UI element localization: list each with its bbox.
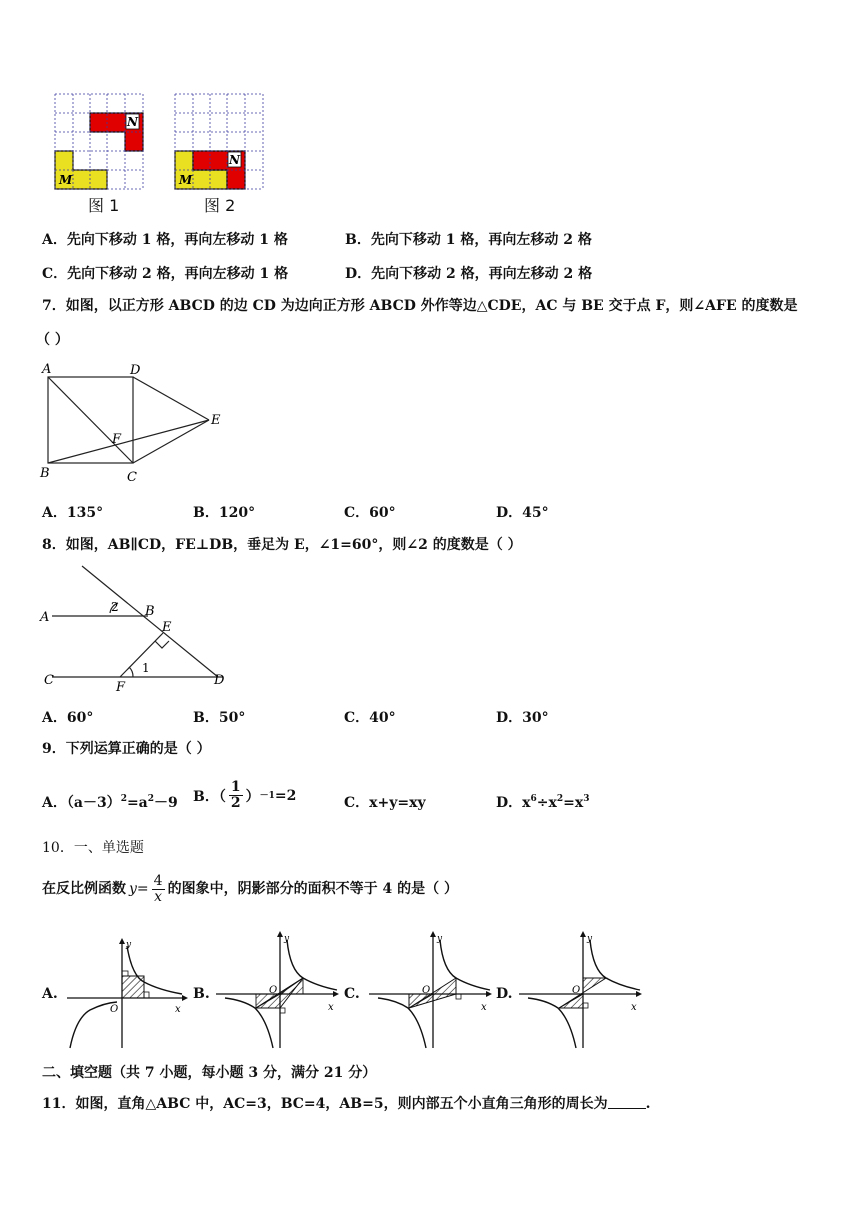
q10-option-d-label[interactable]: D.: [496, 986, 513, 1002]
q6-option-a[interactable]: A．先向下移动 1 格，再向左移动 1 格: [42, 232, 288, 248]
q10-graph-b[interactable]: [213, 928, 343, 1052]
q7-option-d[interactable]: D．45°: [496, 505, 549, 521]
axis-x-label: x: [481, 1002, 487, 1013]
q8-option-d[interactable]: D．30°: [496, 710, 549, 726]
fraction-one-half: $\frac{1}{2}$: [230, 779, 241, 811]
q10-option-a-label[interactable]: A.: [42, 986, 58, 1002]
origin-label: O: [110, 1004, 119, 1015]
axis-y-label: y: [587, 934, 593, 944]
q6-option-d[interactable]: D．先向下移动 2 格，再向左移动 2 格: [345, 266, 593, 282]
q8-figure: [38, 563, 238, 693]
q10-header: 10．一、单选题: [42, 840, 144, 856]
axis-x-label: x: [328, 1002, 334, 1013]
q6-option-c[interactable]: C．先向下移动 2 格，再向左移动 1 格: [42, 266, 289, 282]
label-e: E: [162, 620, 172, 635]
q8-option-c[interactable]: C．40°: [344, 710, 396, 726]
label-n: N: [127, 115, 138, 129]
origin-label: O: [572, 985, 581, 996]
axis-x-label: x: [631, 1002, 637, 1013]
q11-stem: 11．如图，直角△ABC 中，AC=3，BC=4，AB=5，则内部五个小直角三角形的周长为 .: [42, 1096, 651, 1112]
q7-paren: （ ）: [36, 332, 69, 348]
q9-option-a[interactable]: A．$(a-3)^2=a^2-9$: [42, 794, 178, 811]
q8-stem: 8．如图，AB∥CD，FE⊥DB，垂足为 E，∠1=60°，则∠2 的度数是（ ）: [42, 537, 522, 553]
label-n: N: [229, 153, 240, 167]
q10-graph-a[interactable]: [64, 936, 190, 1052]
label-m: M: [179, 173, 193, 187]
label-angle-1: 1: [142, 661, 150, 675]
axis-y-label: y: [437, 934, 443, 944]
label-a: A: [40, 610, 50, 625]
q7-option-a[interactable]: A．135°: [42, 505, 104, 521]
label-b: B: [145, 604, 155, 619]
label-d: D: [130, 363, 141, 378]
label-f: F: [116, 680, 126, 693]
q10-option-b-label[interactable]: B.: [193, 986, 210, 1002]
answer-blank[interactable]: [608, 1096, 646, 1109]
origin-label: O: [422, 985, 431, 996]
label-d: D: [214, 673, 225, 688]
q7-figure: [38, 360, 228, 485]
q7-option-b[interactable]: B．120°: [193, 505, 256, 521]
label-c: C: [44, 673, 54, 688]
q6-option-b[interactable]: B．先向下移动 1 格，再向左移动 2 格: [345, 232, 592, 248]
axis-y-label: y: [284, 934, 290, 944]
label-a: A: [42, 362, 52, 377]
fraction-4-over-x: $\frac{4}{x}$: [153, 872, 163, 905]
q6-figure-1: [53, 93, 145, 191]
q9-option-c[interactable]: C．x+y=xy: [344, 795, 426, 811]
q9-option-d[interactable]: D．$x^6\div x^2=x^3$: [496, 794, 590, 811]
label-b: B: [40, 466, 50, 481]
label-e: E: [211, 413, 221, 428]
q10-graph-d[interactable]: [516, 928, 646, 1052]
q7-stem: 7．如图，以正方形 ABCD 的边 CD 为边向正方形 ABCD 外作等边△CDE，AC 与 BE 交于点 F，则∠AFE 的度数是: [42, 298, 798, 314]
q6-fig2-caption: 图 2: [204, 196, 236, 215]
q8-option-a[interactable]: A．60°: [42, 710, 94, 726]
q6-figure-2: [173, 93, 265, 191]
axis-y-label: y: [126, 940, 132, 950]
origin-label: O: [269, 985, 278, 996]
q10-graph-c[interactable]: [366, 928, 496, 1052]
section-2-title: 二、填空题（共 7 小题，每小题 3 分，满分 21 分）: [42, 1065, 377, 1081]
q6-fig1-caption: 图 1: [88, 196, 120, 215]
label-f: F: [112, 432, 122, 447]
axis-x-label: x: [175, 1004, 181, 1015]
q8-option-b[interactable]: B．50°: [193, 710, 246, 726]
label-m: M: [59, 173, 73, 187]
q10-stem: 在反比例函数 y = $\frac{4}{x}$ 的图象中，阴影部分的面积不等于 4 的是（ ）: [42, 872, 458, 905]
q9-stem: 9．下列运算正确的是（ ）: [42, 741, 211, 757]
label-c: C: [127, 470, 137, 485]
q10-option-c-label[interactable]: C.: [344, 986, 360, 1002]
q9-option-b[interactable]: B．（ $\frac{1}{2}$ ） －1 =2: [193, 779, 297, 811]
q7-option-c[interactable]: C．60°: [344, 505, 396, 521]
label-angle-2: 2: [111, 600, 119, 614]
